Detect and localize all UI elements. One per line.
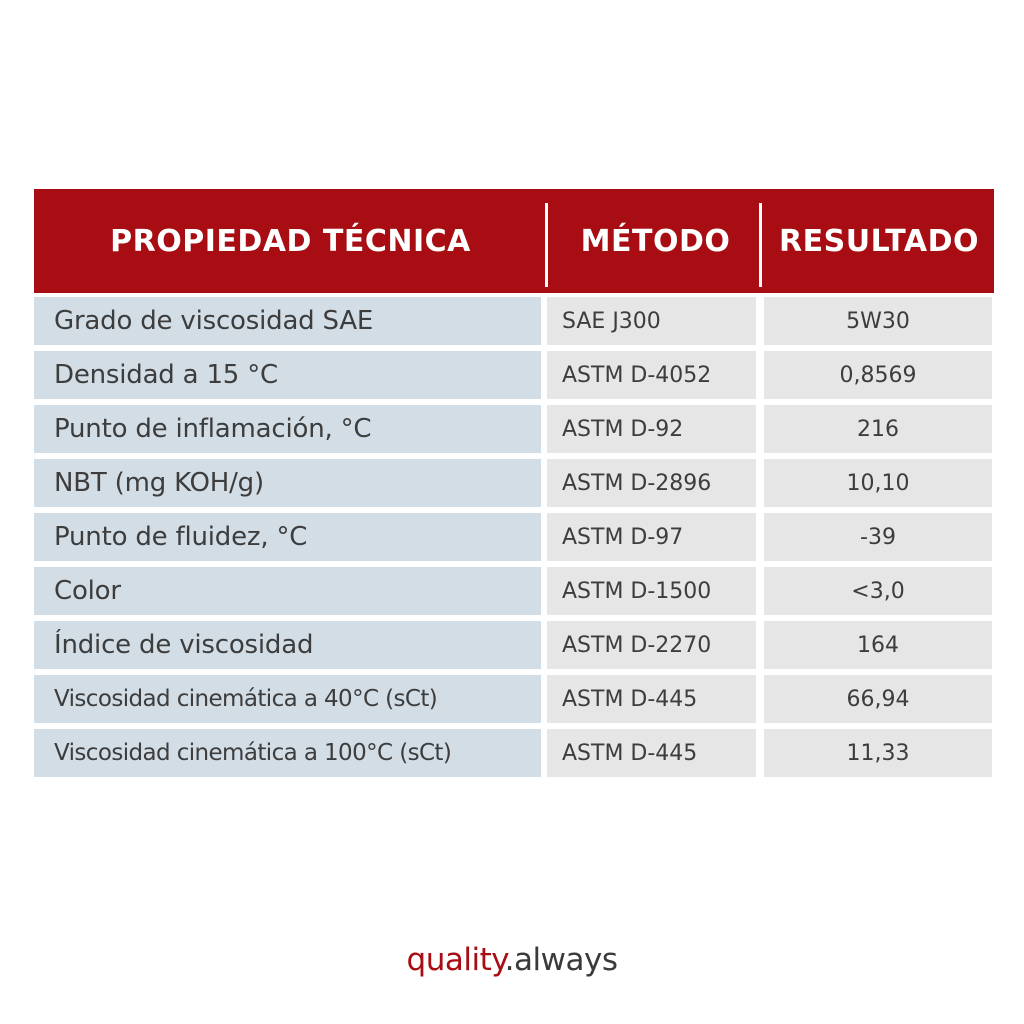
table-row [34,511,994,565]
result-cell: 10,10 [764,459,992,507]
header-method: MÉTODO [580,223,731,259]
table-row [34,295,994,349]
property-cell: Grado de viscosidad SAE [34,297,541,345]
table-header [34,189,994,293]
header-property: PROPIEDAD TÉCNICA [110,223,471,259]
table-row [34,565,994,619]
method-cell: ASTM D-92 [547,405,756,453]
property-cell: Densidad a 15 °C [34,351,541,399]
header-divider [545,203,548,287]
property-cell: Viscosidad cinemática a 100°C (sCt) [34,729,541,777]
result-cell: <3,0 [764,567,992,615]
result-cell: -39 [764,513,992,561]
method-cell: SAE J300 [547,297,756,345]
property-cell: Viscosidad cinemática a 40°C (sCt) [34,675,541,723]
method-cell: ASTM D-2896 [547,459,756,507]
property-cell: Índice de viscosidad [34,621,541,669]
table-row [34,349,994,403]
property-cell: Color [34,567,541,615]
table-row [34,727,994,781]
table-row [34,457,994,511]
table-body [34,295,994,781]
method-cell: ASTM D-445 [547,729,756,777]
result-cell: 11,33 [764,729,992,777]
brand-tagline-part1: quality [406,942,505,978]
table-row [34,619,994,673]
table-row [34,403,994,457]
result-cell: 164 [764,621,992,669]
brand-tagline-part2: .always [504,942,618,978]
technical-spec-table [34,189,994,781]
result-cell: 216 [764,405,992,453]
brand-tagline [0,942,1024,978]
method-cell: ASTM D-445 [547,675,756,723]
method-cell: ASTM D-4052 [547,351,756,399]
property-cell: NBT (mg KOH/g) [34,459,541,507]
header-result: RESULTADO [779,223,979,259]
property-cell: Punto de inflamación, °C [34,405,541,453]
header-divider [759,203,762,287]
method-cell: ASTM D-1500 [547,567,756,615]
result-cell: 66,94 [764,675,992,723]
property-cell: Punto de fluidez, °C [34,513,541,561]
result-cell: 5W30 [764,297,992,345]
result-cell: 0,8569 [764,351,992,399]
method-cell: ASTM D-2270 [547,621,756,669]
table-row [34,673,994,727]
method-cell: ASTM D-97 [547,513,756,561]
